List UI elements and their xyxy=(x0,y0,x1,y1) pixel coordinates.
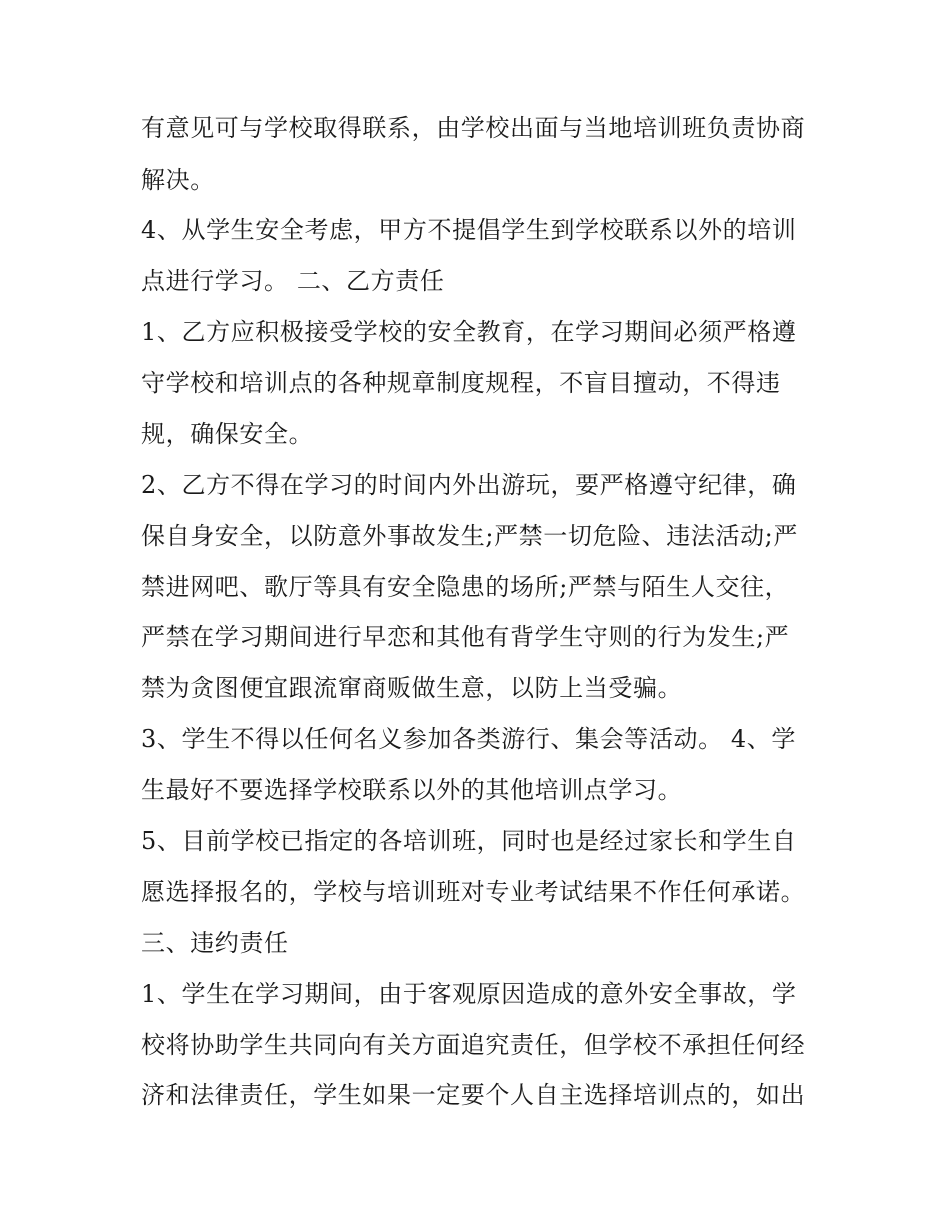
text-line: 1、学生在学习期间，由于客观原因造成的意外安全事故，学 xyxy=(141,980,797,1008)
text-line: 三、违约责任 xyxy=(141,929,289,957)
text-line: 禁为贪图便宜跟流窜商贩做生意，以防上当受骗。 xyxy=(141,674,683,702)
text-line: 解决。 xyxy=(141,166,215,194)
text-line: 保自身安全，以防意外事故发生;严禁一切危险、违法活动;严 xyxy=(141,522,798,550)
text-line: 5、目前学校已指定的各培训班，同时也是经过家长和学生自 xyxy=(141,827,797,855)
text-line: 生最好不要选择学校联系以外的其他培训点学习。 xyxy=(141,776,683,804)
text-line: 4、从学生安全考虑，甲方不提倡学生到学校联系以外的培训 xyxy=(141,216,797,244)
text-line: 点进行学习。 二、乙方责任 xyxy=(141,267,445,295)
text-line: 规，确保安全。 xyxy=(141,420,314,448)
text-line: 严禁在学习期间进行早恋和其他有背学生守则的行为发生;严 xyxy=(141,623,790,651)
text-line: 3、学生不得以任何名义参加各类游行、集会等活动。 4、学 xyxy=(141,725,796,753)
text-line: 1、乙方应积极接受学校的安全教育，在学习期间必须严格遵 xyxy=(141,318,797,346)
text-line: 有意见可与学校取得联系，由学校出面与当地培训班负责协商 xyxy=(141,114,806,142)
text-line: 2、乙方不得在学习的时间内外出游玩，要严格遵守纪律，确 xyxy=(141,471,797,499)
text-line: 禁进网吧、歌厅等具有安全隐患的场所;严禁与陌生人交往， xyxy=(141,573,790,601)
text-line: 愿选择报名的，学校与培训班对专业考试结果不作任何承诺。 xyxy=(141,878,806,906)
text-line: 济和法律责任，学生如果一定要个人自主选择培训点的，如出 xyxy=(141,1081,806,1109)
text-line: 守学校和培训点的各种规章制度规程，不盲目擅动，不得违 xyxy=(141,369,781,397)
text-line: 校将协助学生共同向有关方面追究责任，但学校不承担任何经 xyxy=(141,1031,806,1059)
